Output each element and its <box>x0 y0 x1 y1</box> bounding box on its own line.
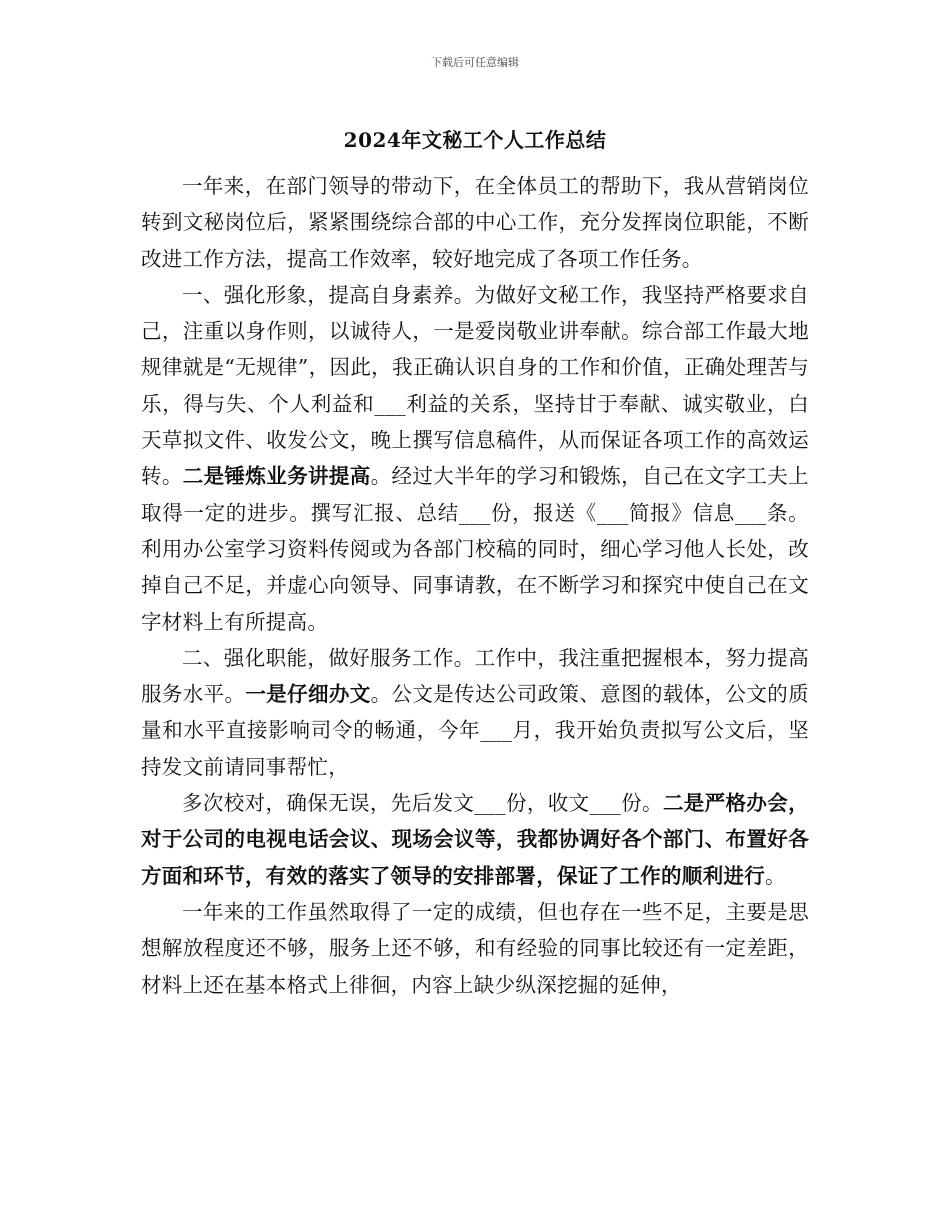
paragraph-segment: 。 <box>765 863 786 888</box>
header-note: 下载后可任意编辑 <box>431 56 519 69</box>
paragraph-segment: 一年来，在部门领导的带动下，在全体员工的帮助下，我从营销岗位转到文秘岗位后，紧紧围绕综合部的中心工作，充分发挥岗位职能，不断改进工作方法，提高工作效率，较好地完成了各项工作任务。 <box>141 174 809 271</box>
paragraph-segment: 多次校对，确保无误，先后发文___份，收文___份。 <box>182 791 663 816</box>
paragraph-segment-bold: 一是仔细办文 <box>245 682 371 707</box>
paragraph-service-function <box>141 640 809 785</box>
document-title: 2024年文秘工个人工作总结 <box>343 128 607 152</box>
document-body <box>141 168 809 1003</box>
paragraph-segment-bold: 二是锤炼业务讲提高 <box>182 464 371 489</box>
paragraph-segment: 一年来的工作虽然取得了一定的成绩，但也存在一些不足，主要是思想解放程度还不够，服务上还不够，和有经验的同事比较还有一定差距，材料上还在基本格式上徘徊，内容上缺少纵深挖掘的延伸， <box>141 899 809 997</box>
paragraph-segment: 二、强化职能，做好服务工作。工作中，我注重把握根本，努力提高服务水平。 <box>141 645 809 707</box>
paragraph-meetings <box>141 785 809 894</box>
paragraph-image-building <box>141 277 809 640</box>
paragraph-segment: 一、强化形象，提高自身素养。为做好文秘工作，我坚持严格要求自己，注重以身作则，以诚待人，一是爱岗敬业讲奉献。综合部工作最大地规律就是“无规律”，因此，我正确认识自身的工作和价值，正确处理苦与乐，得与失、个人利益和___利益的关系，坚持甘于奉献、诚实敬业，白天草拟文件、收发公文，晚上撰写信息稿件，从而保证各项工作的高效运转。 <box>141 282 809 489</box>
paragraph-segment: 。公文是传达公司政策、意图的载体，公文的质量和水平直接影响司令的畅通，今年___月，我开始负责拟写公文后，坚持发文前请同事帮忙， <box>141 682 809 779</box>
paragraph-shortcomings <box>141 894 809 1003</box>
paragraph-segment: 。经过大半年的学习和锻炼，自己在文字工夫上取得一定的进步。撰写汇报、总结___份，报送《___简报》信息___条。利用办公室学习资料传阅或为各部门校稿的同时，细心学习他人长处，改掉自己不足，并虚心向领导、同事请教，在不断学习和探究中使自己在文字材料上有所提高。 <box>141 464 809 634</box>
paragraph-intro <box>141 168 809 277</box>
paragraph-segment-bold: 二是严格办会，对于公司的电视电话会议、现场会议等，我都协调好各个部门、布置好各方面和环节，有效的落实了领导的安排部署，保证了工作的顺利进行 <box>141 791 809 888</box>
